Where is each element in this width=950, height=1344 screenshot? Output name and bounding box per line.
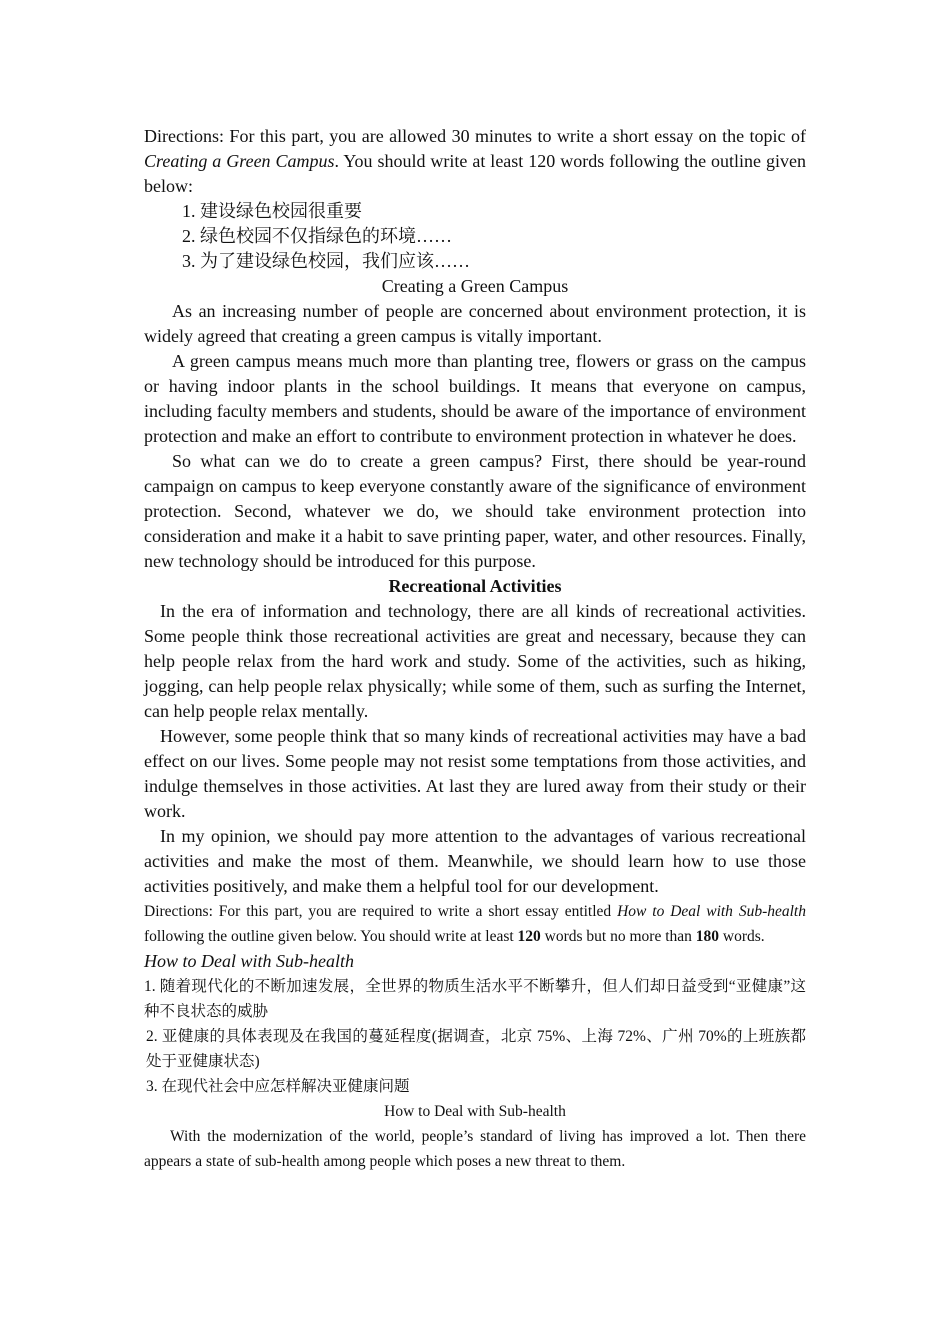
- directions-text-end: . You should write at least 120 words following the outline given below:: [144, 151, 806, 196]
- outline-item-1: 1. 随着现代化的不断加速发展，全世界的物质生活水平不断攀升，但人们却日益受到“亚健康”这种不良状态的威胁: [144, 978, 806, 1020]
- directions-text-end: words.: [719, 928, 765, 945]
- outline-item-3: 3. 为了建设绿色校园，我们应该……: [182, 251, 470, 271]
- essay-paragraph: So what can we do to create a green campus? First, there should be year-round campaign on campus to keep everyone constantly aware of the significance of environment protection. Second, whatever we do, we should take environment protection into consideration and make it a habit to save printing paper, water, and other resources. Finally, new technology should be introduced for this purpose.: [144, 451, 806, 571]
- essay-title-recreational: Recreational Activities: [388, 576, 562, 596]
- outline-item-1: 1. 建设绿色校园很重要: [182, 201, 362, 221]
- essay-title-subhealth: How to Deal with Sub-health: [384, 1103, 566, 1120]
- min-words: 120: [517, 928, 541, 945]
- topic-heading-subhealth: How to Deal with Sub-health: [144, 951, 354, 971]
- essay-paragraph: A green campus means much more than planting tree, flowers or grass on the campus or having indoor plants in the school buildings. It means that everyone on campus, including faculty members and students, should be aware of the importance of environment protection and make an effort to contribute to environment protection in whatever he does.: [144, 351, 806, 446]
- directions-paragraph-1: [144, 124, 806, 199]
- directions-text-mid: following the outline given below. You should write at least: [144, 928, 518, 945]
- essay-paragraph: In my opinion, we should pay more attention to the advantages of various recreational activities and make the most of them. Meanwhile, we should learn how to use those activities positively, and make them a helpful tool for our development.: [144, 826, 806, 896]
- directions-text: Directions: For this part, you are required to write a short essay entitled: [144, 903, 618, 920]
- essay-paragraph: As an increasing number of people are concerned about environment protection, it is widely agreed that creating a green campus is vitally important.: [144, 301, 806, 346]
- essay-paragraph: However, some people think that so many kinds of recreational activities may have a bad effect on our lives. Some people may not resist some temptations from those activities, and indulge themselves in those activities. At last they are lured away from their study or their work.: [144, 726, 806, 821]
- essay-title-green-campus: Creating a Green Campus: [381, 276, 569, 296]
- directions-paragraph-2: [144, 899, 806, 949]
- directions-text: Directions: For this part, you are allowed 30 minutes to write a short essay on the topic of: [144, 126, 806, 146]
- directions-text-mid2: words but no more than: [540, 928, 696, 945]
- outline-item-2: 2. 绿色校园不仅指绿色的环境……: [182, 226, 452, 246]
- essay-paragraph: In the era of information and technology, there are all kinds of recreational activities. Some people think those recreational activities are great and necessary, because they can help people relax from the hard work and study. Some of the activities, such as hiking, jogging, can help people relax physically; while some of them, such as surfing the Internet, can help people relax mentally.: [144, 601, 806, 721]
- essay-paragraph: With the modernization of the world, people’s standard of living has improved a lot. Then there appears a state of sub-health among people which poses a new threat to them.: [144, 1128, 806, 1170]
- outline-item-2: 2. 亚健康的具体表现及在我国的蔓延程度(据调查，北京 75%、上海 72%、广州 70%的上班族都处于亚健康状态): [146, 1028, 806, 1070]
- outline-item-3: 3. 在现代社会中应怎样解决亚健康问题: [146, 1078, 410, 1095]
- directions-topic: Creating a Green Campus: [144, 151, 335, 171]
- max-words: 180: [695, 928, 720, 945]
- document-content: [144, 124, 806, 1174]
- directions-topic: How to Deal with Sub-health: [617, 903, 806, 920]
